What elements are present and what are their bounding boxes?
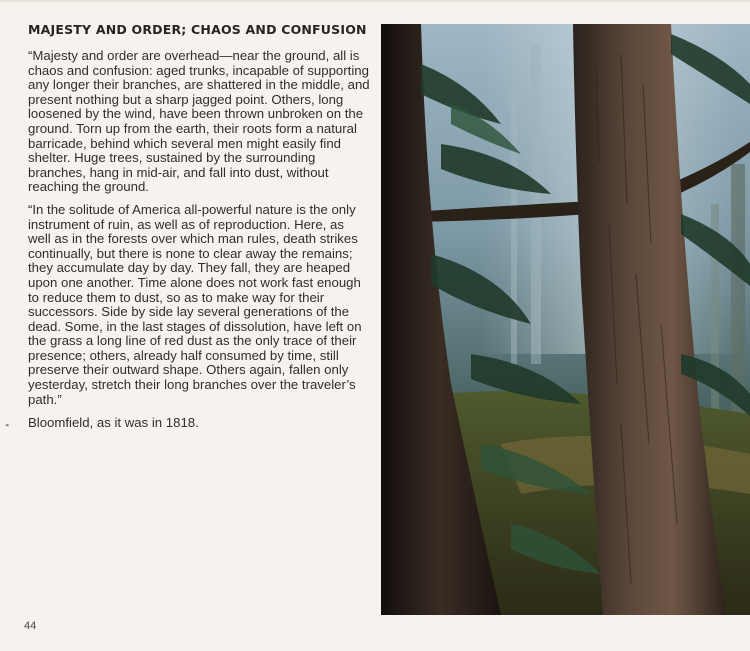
- quote-paragraph-2: “In the solitude of America all-powerful nature is the only instrument of ruin, as well as of reproduction. Here, as well as in the forests over which man rules, death strikes continually, but there is none to clear away the remains; they accumulate day by day. They fall, they are heaped upon one another. Time alone does not work fast enough to reduce them to dust, so as to make way for their successors. Side by side lay several generations of the dead. Some, in the last stages of dissolution, have left on the grass a long line of red dust as the only trace of their presence; others, already half consumed by time, still preserve their outward shape. Others again, fallen only yesterday, stretch their long branches over the traveler’s path.”: [28, 201, 362, 407]
- photo-caption: Bloomfield, as it was in 1818.: [28, 415, 199, 431]
- forest-photograph: [381, 24, 750, 615]
- quote-paragraph-1: “Majesty and order are overhead—near the ground, all is chaos and confusion: aged trunks, incapable of supporting any longer their branches, are shattered in the middle, and present nothing but a sharp jagged point. Others, long loosened by the wind, have been thrown unbroken on the ground. Torn up from the earth, their roots form a natural barricade, behind which several men might easily find shelter. Huge trees, sustained by the surrounding branches, hang in mid-air, and fall into dust, without reaching the ground.: [28, 48, 370, 195]
- page-top-edge: [0, 0, 750, 2]
- text-column: [5, 16, 370, 431]
- caption-marker: ◂: [5, 422, 9, 430]
- section-heading: MAJESTY AND ORDER; CHAOS AND CONFUSION: [28, 22, 367, 37]
- page-number: 44: [24, 620, 37, 632]
